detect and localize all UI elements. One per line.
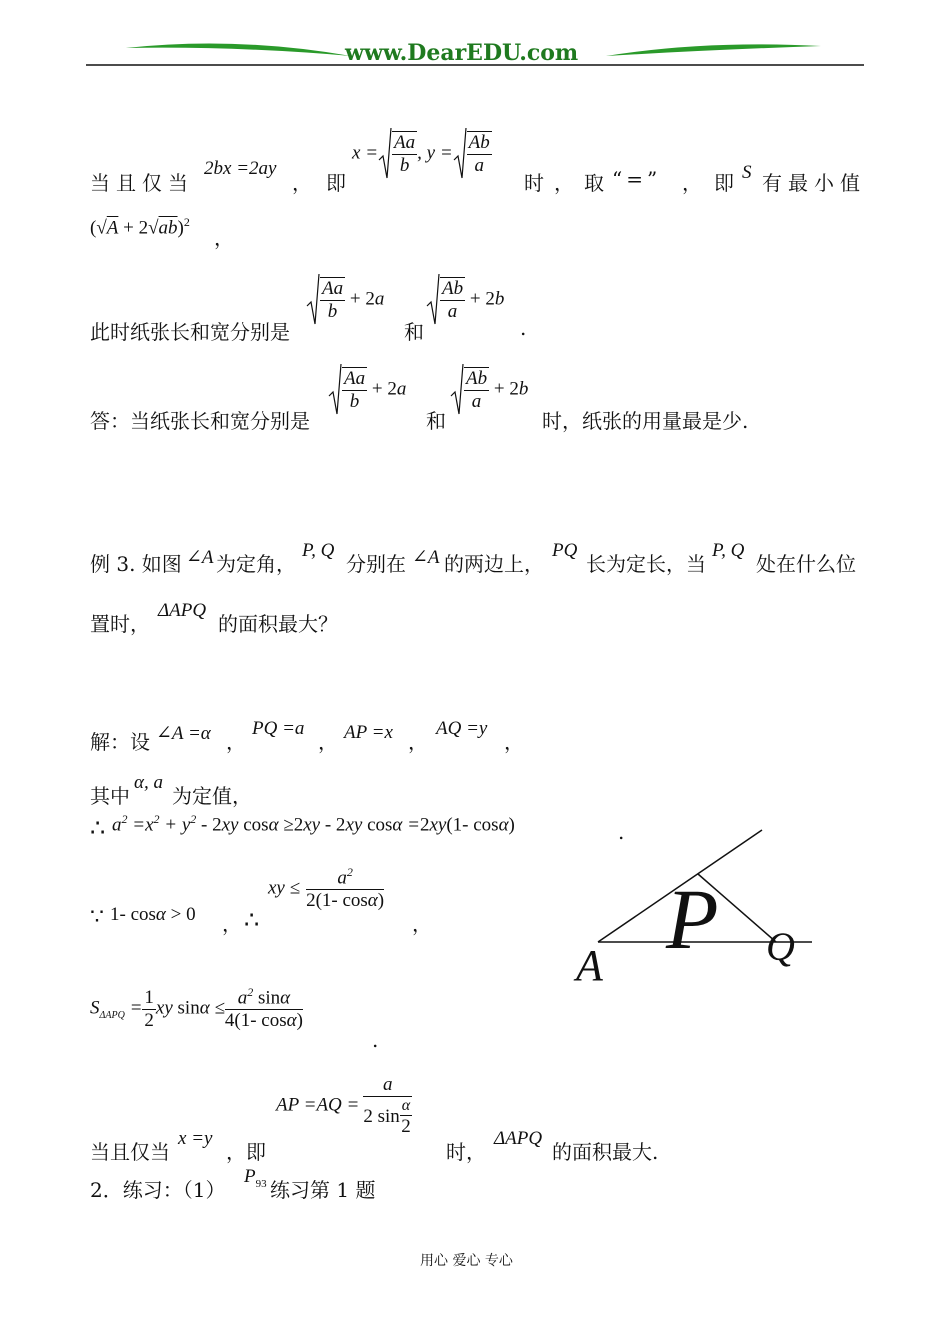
var-S: S — [742, 162, 752, 183]
const-lead: 其中 — [90, 784, 130, 808]
line1-time: 时，取 — [524, 171, 614, 195]
var-alpha-a: α, a — [134, 772, 163, 793]
angle-A-2: ∠A — [412, 547, 440, 568]
expr-width-2: $\frac{Ab}{a}$ + 2b — [450, 362, 528, 418]
area-formula: $S_{\Delta APQ}$ = $\frac{1}{2}$ xy sinα ≤ $\frac{a^2 \sin\alpha}{4(1- \cos\alpha)}$ — [90, 985, 303, 1032]
page-footer: 用心 爱心 专心 — [420, 1253, 513, 1269]
eq-A-alpha: ∠A =α — [156, 723, 211, 744]
eq-PQ-a: PQ =a — [252, 718, 305, 739]
xy-bound: xy ≤ $\frac{a^2}{2(1- \cos\alpha)}$ — [268, 865, 385, 912]
line1-sep1: ，即 — [292, 171, 360, 195]
ex3-t2: 分别在 — [346, 552, 406, 576]
ex3-lead: 例 3. 如图 — [90, 552, 182, 576]
const-end: 为定值， — [172, 784, 252, 808]
ap-aq-formula: AP =AQ = a 2 sin $\frac{\alpha}{2}$ — [276, 1074, 411, 1138]
angle-A-1: ∠A — [186, 547, 214, 568]
therefore-symbol-2: ∴ — [244, 908, 260, 934]
ex3-l2b: 的面积最大？ — [218, 612, 338, 636]
sol-lead: 解：设 — [90, 730, 150, 754]
expr-length-2: $\frac{Aa}{b}$ + 2a — [328, 362, 406, 418]
last-end: 的面积最大. — [552, 1140, 659, 1164]
law-of-cosines-ineq: $a^2 =x^2 + y^2 - 2xy$ cosα ≥2xy - 2xy cosα =2xy(1- cosα) — [112, 812, 515, 836]
eq-x-y-sqrt: x = $\frac{Aa}{b}$ , y = $\frac{Ab}{a}$ — [352, 126, 492, 182]
because-c: ， — [222, 912, 242, 936]
ex3-t4: 长为定长，当 — [586, 552, 706, 576]
triangle-APQ-1: ΔAPQ — [158, 600, 207, 621]
eq-2bx-2ay: 2bx =2ay — [204, 158, 277, 179]
sol-c1: ， — [226, 730, 246, 754]
expr-width-1: $\frac{Ab}{a}$ + 2b — [426, 272, 504, 328]
answer-end: 时，纸张的用量最是少. — [542, 409, 749, 433]
ineq-1-cos: 1- cosα > 0 — [110, 904, 196, 925]
triangle-figure — [570, 820, 830, 1000]
eq-x-y: x =y — [178, 1128, 213, 1149]
line2-comma: ， — [214, 226, 234, 250]
therefore-symbol-1: ∴ — [90, 816, 106, 842]
practice-end: 练习第 1 题 — [270, 1178, 376, 1202]
line-end-dot: . — [618, 820, 625, 844]
ex3-t1: 为定角， — [216, 552, 296, 576]
sol-c3: ， — [408, 730, 428, 754]
line3-and: 和 — [404, 320, 424, 344]
line1-eq: “=” — [612, 167, 662, 191]
because-c2: ， — [412, 912, 432, 936]
line1-sep2: ，即 — [682, 171, 746, 195]
eq-AP-x: AP =x — [344, 722, 393, 743]
answer-and: 和 — [426, 409, 446, 433]
triangle-APQ-2: ΔAPQ — [494, 1128, 543, 1149]
ex3-l2a: 置时， — [90, 612, 150, 636]
sol-c4: ， — [504, 730, 524, 754]
label-P: P — [666, 871, 719, 967]
last-c: ，即 — [226, 1140, 266, 1164]
var-PQ-seg: PQ — [552, 540, 578, 561]
last-lead: 当且仅当 — [90, 1140, 170, 1164]
line1-label: 当且仅当 — [90, 171, 194, 195]
expr-length-1: $\frac{Aa}{b}$ + 2a — [306, 272, 384, 328]
s-end: . — [372, 1028, 379, 1052]
because-symbol: ∵ — [90, 904, 104, 929]
ex3-t3: 的两边上， — [444, 552, 544, 576]
last-t: 时， — [446, 1140, 486, 1164]
line3-lead: 此时纸张长和宽分别是 — [90, 320, 290, 344]
line3-end: . — [520, 316, 527, 340]
sol-c2: ， — [318, 730, 338, 754]
practice-lead: 2．练习：（1） — [90, 1178, 226, 1202]
right-swoosh — [606, 44, 821, 56]
ex3-t5: 处在什么位 — [756, 552, 856, 576]
label-Q: Q — [766, 924, 795, 969]
site-name: www.DearEDU.com — [345, 40, 579, 66]
eq-AQ-y: AQ =y — [436, 718, 488, 739]
answer-lead: 答：当纸张长和宽分别是 — [90, 409, 310, 433]
left-swoosh — [126, 44, 351, 57]
var-PQ-2: P, Q — [712, 540, 745, 561]
label-A: A — [576, 941, 603, 990]
line1-min: 有最小值 — [762, 171, 866, 195]
var-PQ-1: P, Q — [302, 540, 335, 561]
page-ref-P93: $P_{93}$ — [244, 1166, 267, 1190]
min-value: $(√A + 2√ab)^2$ — [90, 215, 190, 239]
